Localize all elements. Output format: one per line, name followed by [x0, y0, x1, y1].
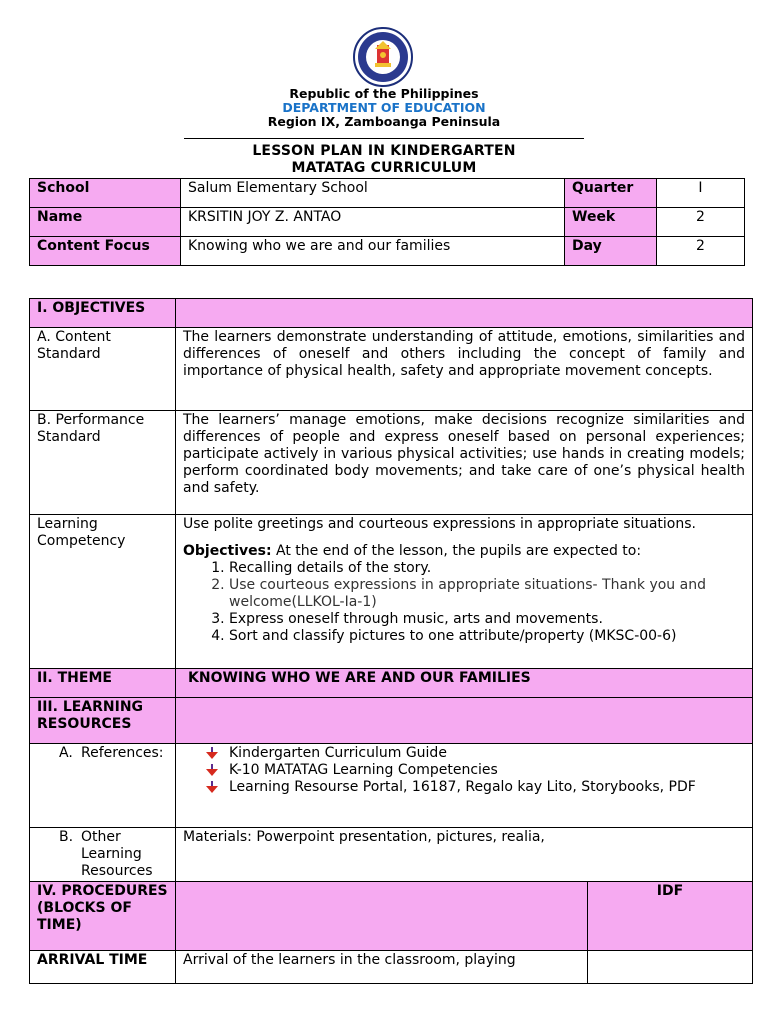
other-resources-marker: B. [59, 829, 74, 845]
other-resources-label-cell [30, 828, 176, 882]
content-focus-value: Knowing who we are and our families [181, 237, 565, 266]
page-title: LESSON PLAN IN KINDERGARTEN [252, 143, 516, 159]
deped-seal [349, 27, 417, 87]
arrival-time-label: ARRIVAL TIME [30, 951, 176, 984]
department-line: DEPARTMENT OF EDUCATION [282, 100, 486, 115]
references-cell [176, 744, 753, 828]
objectives-intro [183, 543, 745, 560]
name-label: Name [30, 208, 181, 237]
page-subtitle: MATATAG CURRICULUM [291, 160, 477, 176]
references-label-cell [30, 744, 176, 828]
day-value: 2 [657, 237, 745, 266]
objective-item: 2. Use courteous expressions in appropriate situations- Thank you and welcome(LLKOL-Ia-1) [229, 577, 745, 611]
learning-resources-blank [176, 698, 753, 744]
objectives-heading: I. OBJECTIVES [30, 299, 176, 328]
references-list [183, 745, 745, 796]
other-resources-text: Materials: Powerpoint presentation, pictures, realia, [176, 828, 753, 882]
idf-heading: IDF [588, 882, 753, 951]
quarter-value: I [657, 179, 745, 208]
school-value: Salum Elementary School [181, 179, 565, 208]
theme-value: KNOWING WHO WE ARE AND OUR FAMILIES [176, 669, 753, 698]
arrow-bullet-icon [205, 780, 219, 794]
objectives-lead: Objectives: [183, 543, 272, 559]
procedures-blank [176, 882, 588, 951]
week-label: Week [565, 208, 657, 237]
learning-competency-cell [176, 515, 753, 669]
header-divider [184, 138, 584, 139]
objective-item: 1. Recalling details of the story. [229, 560, 745, 577]
content-focus-label: Content Focus [30, 237, 181, 266]
content-standard-label: A. Content Standard [30, 328, 176, 411]
school-label: School [30, 179, 181, 208]
reference-item: K-10 MATATAG Learning Competencies [229, 762, 745, 779]
objective-item: 4. Sort and classify pictures to one attribute/property (MKSC-00-6) [229, 628, 745, 645]
theme-label: II. THEME [30, 669, 176, 698]
reference-item: Kindergarten Curriculum Guide [229, 745, 745, 762]
republic-line: Republic of the Philippines [289, 86, 479, 101]
learning-resources-heading: III. LEARNING RESOURCES [30, 698, 176, 744]
procedures-heading: IV. PROCEDURES (BLOCKS OF TIME) [30, 882, 176, 951]
region-line: Region IX, Zamboanga Peninsula [267, 114, 501, 129]
week-value: 2 [657, 208, 745, 237]
reference-item: Learning Resourse Portal, 16187, Regalo kay Lito, Storybooks, PDF [229, 779, 745, 796]
references-label: References: [81, 745, 164, 761]
competency-text: Use polite greetings and courteous expressions in appropriate situations. [183, 516, 696, 532]
arrival-time-text: Arrival of the learners in the classroom, playing [176, 951, 588, 984]
info-table [29, 178, 745, 266]
performance-standard-text: The learners’ manage emotions, make decisions recognize similarities and differences of people and express oneself based on personal experiences; participate actively in various physical activities; use hands in creating models; perform coordinated body movements; and take care of one’s physical health and safety. [176, 411, 753, 515]
other-resources-label: Other Learning Resources [81, 829, 153, 879]
arrow-bullet-icon [205, 763, 219, 777]
arrow-bullet-icon [205, 746, 219, 760]
performance-standard-label: B. Performance Standard [30, 411, 176, 515]
learning-competency-label: Learning Competency [30, 515, 176, 669]
content-standard-text: The learners demonstrate understanding of attitude, emotions, similarities and differences of oneself and others including the concept of family and importance of physical health, safety and appropriate movement concepts. [176, 328, 753, 411]
objectives-intro-text: At the end of the lesson, the pupils are expected to: [271, 543, 642, 559]
day-label: Day [565, 237, 657, 266]
name-value: KRSITIN JOY Z. ANTAO [181, 208, 565, 237]
quarter-label: Quarter [565, 179, 657, 208]
objectives-heading-blank [176, 299, 753, 328]
lesson-plan-table [29, 298, 753, 984]
references-marker: A. [59, 745, 73, 761]
objective-item: 3. Express oneself through music, arts and movements. [229, 611, 745, 628]
objectives-list [183, 560, 745, 645]
arrival-idf-cell [588, 951, 753, 984]
